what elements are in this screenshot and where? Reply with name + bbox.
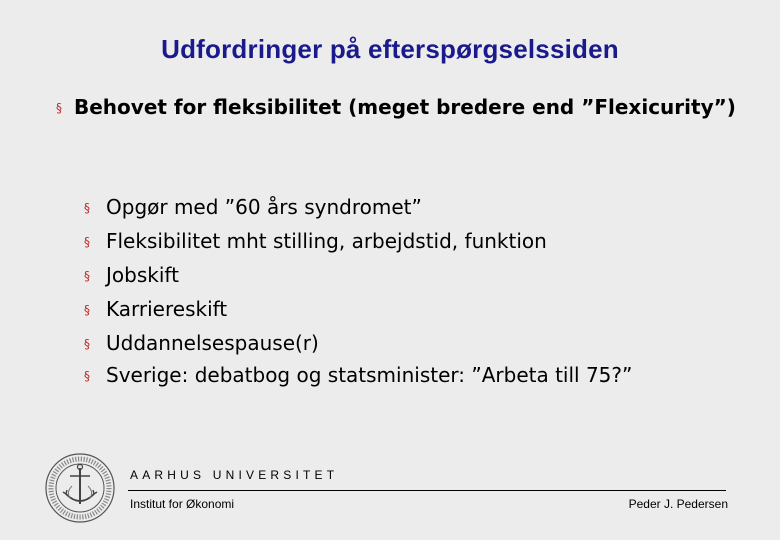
sub-bullet-item (84, 360, 704, 390)
slide-title: Udfordringer på efterspørgselssiden (161, 34, 619, 64)
bullet-marker-icon: § (84, 303, 90, 317)
bullet-marker-icon: § (84, 337, 90, 351)
department-name: Institut for Økonomi (130, 497, 235, 511)
sub-bullet-text: Jobskift (106, 263, 179, 287)
author-name: Peder J. Pedersen (628, 497, 728, 511)
bullet-marker-icon: § (84, 235, 90, 249)
university-name: AARHUS UNIVERSITET (130, 468, 339, 482)
sub-bullet-item (84, 292, 704, 326)
bullet-marker-icon: § (84, 269, 90, 283)
bullet-marker-icon: § (84, 201, 90, 215)
sub-bullet-text: Sverige: debatbog og statsminister: ”Arbeta till 75?” (106, 363, 633, 387)
sub-bullet-text: Fleksibilitet mht stilling, arbejdstid, funktion (106, 229, 547, 253)
sub-bullet-text: Karriereskift (106, 297, 228, 321)
sub-bullet-item (84, 224, 704, 258)
sub-bullet-item (84, 258, 704, 292)
main-bullet (46, 92, 736, 122)
sub-bullet-text: Opgør med ”60 års syndromet” (106, 195, 422, 219)
sub-bullet-item (84, 190, 704, 224)
sub-bullet-item (84, 326, 704, 360)
sub-bullet-text: Uddannelsespause(r) (106, 331, 319, 355)
university-seal-icon (44, 452, 116, 524)
bullet-marker-icon: § (56, 101, 62, 115)
bullet-marker-icon: § (84, 369, 90, 383)
sub-bullet-list (84, 190, 704, 390)
footer-divider (128, 490, 726, 491)
main-bullet-text: Behovet for fleksibilitet (meget bredere end ”Flexicurity”) (74, 95, 736, 119)
